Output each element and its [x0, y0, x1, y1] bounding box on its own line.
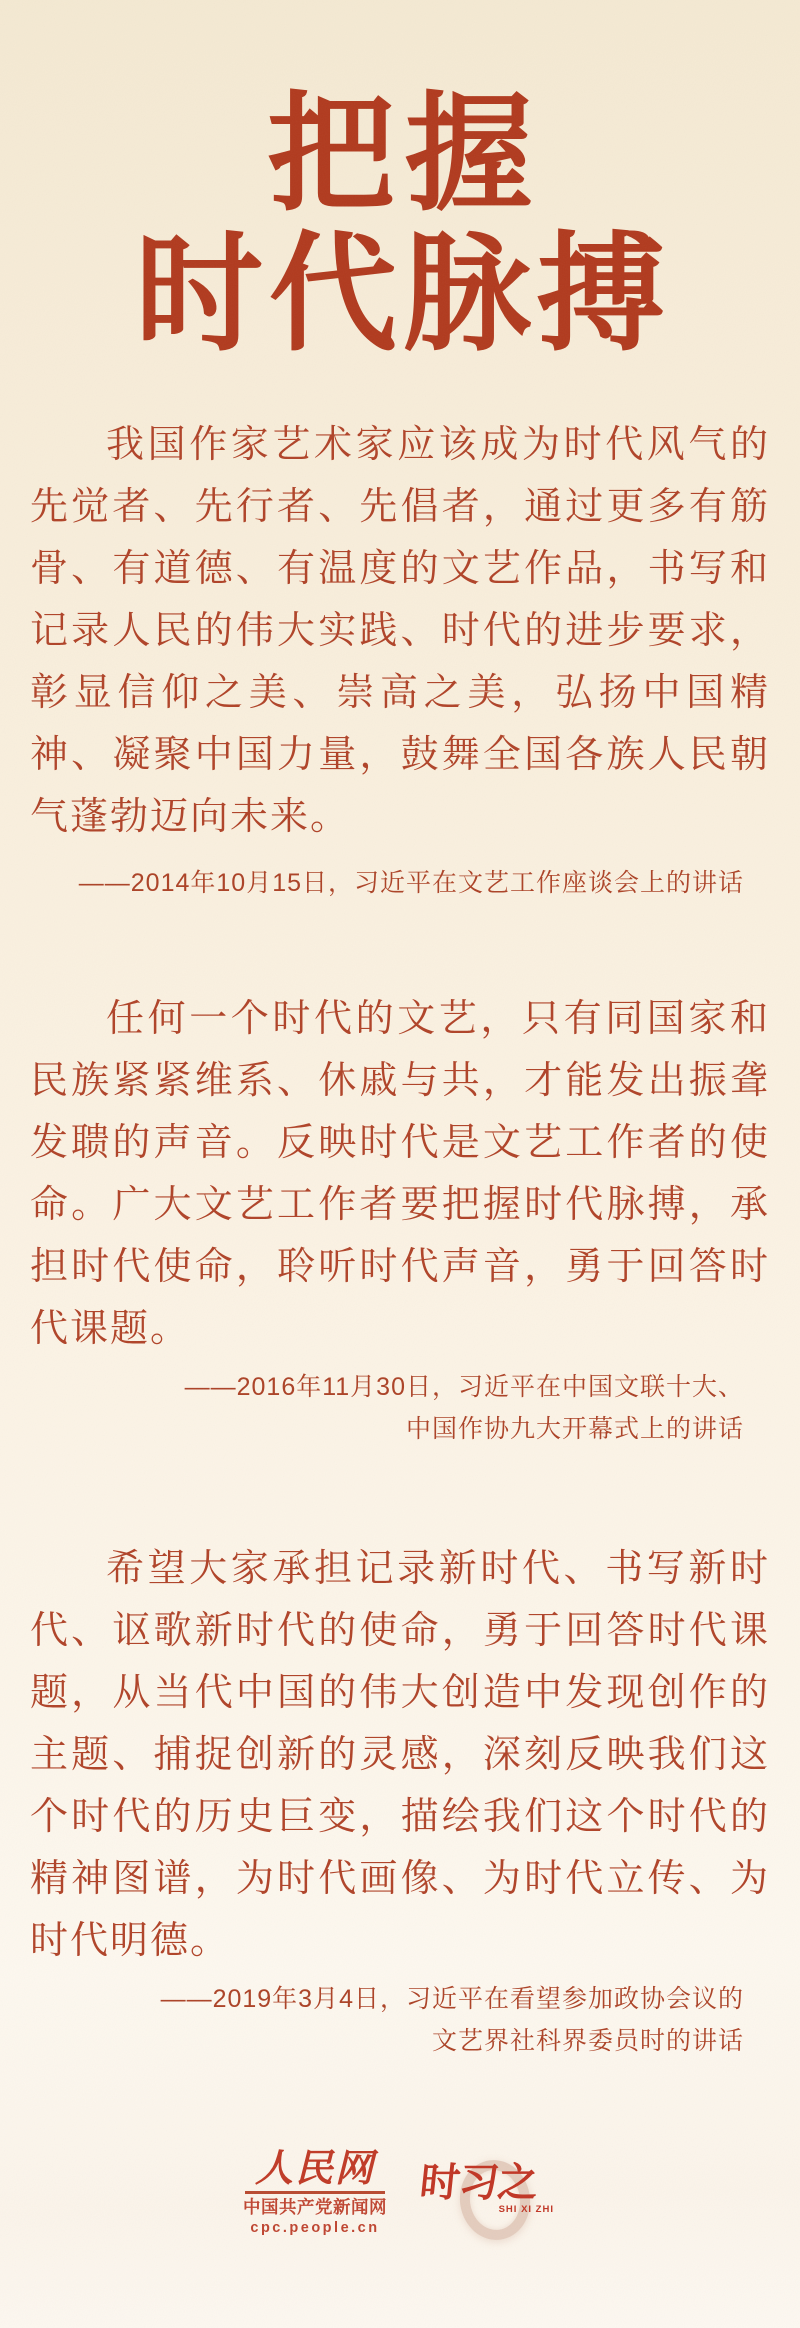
shixizhi-wordmark: 时习之: [417, 2161, 540, 2205]
quote-2-attribution: [40, 1366, 744, 1450]
shixizhi-romanization: SHI XI ZHI: [498, 2204, 554, 2215]
shixizhi-logo: [417, 2146, 560, 2242]
attribution-line: ——2014年10月15日，习近平在文艺工作座谈会上的讲话: [78, 869, 744, 897]
attribution-line: 中国作协九大开幕式上的讲话: [405, 1415, 744, 1443]
quote-2-text: 任何一个时代的文艺，只有同国家和民族紧紧维系、休戚与共，才能发出振聋发聩的声音。反映时代是文艺工作者的使命。广大文艺工作者要把握时代脉搏，承担时代使命，聆听时代声音，勇于回答时代课题。: [30, 998, 770, 1350]
page-title: [0, 79, 800, 369]
logo-divider-rule: [245, 2191, 385, 2194]
attribution-line: 文艺界社科界委员时的讲话: [431, 2027, 744, 2055]
cpc-news-site-url: cpc.people.cn: [250, 2220, 380, 2236]
attribution-line: ——2016年11月30日，习近平在中国文联十大、: [184, 1373, 744, 1401]
quote-1-attribution: [40, 862, 744, 904]
attribution-line: ——2019年3月4日，习近平在看望参加政协会议的: [160, 1985, 744, 2013]
footer-logos: [0, 2146, 800, 2242]
title-line-1: 把握: [266, 79, 543, 229]
peoples-daily-script-wordmark: 人民网: [254, 2145, 375, 2190]
quote-3-attribution: [40, 1978, 744, 2062]
cpc-news-site-name: 中国共产党新闻网: [243, 2197, 387, 2217]
title-line-2: 时代脉搏: [134, 219, 671, 369]
peoples-daily-logo: [240, 2146, 390, 2237]
quote-3-text: 希望大家承担记录新时代、书写新时代、讴歌新时代的使命，勇于回答时代课题，从当代中国的伟大创造中发现创作的主题、捕捉创新的灵感，深刻反映我们这个时代的历史巨变，描绘我们这个时代的精神图谱，为时代画像、为时代立传、为时代明德。: [30, 1548, 770, 1962]
quote-1-text: 我国作家艺术家应该成为时代风气的先觉者、先行者、先倡者，通过更多有筋骨、有道德、有温度的文艺作品，书写和记录人民的伟大实践、时代的进步要求，彰显信仰之美、崇高之美，弘扬中国精神、凝聚中国力量，鼓舞全国各族人民朝气蓬勃迈向未来。: [30, 424, 770, 838]
